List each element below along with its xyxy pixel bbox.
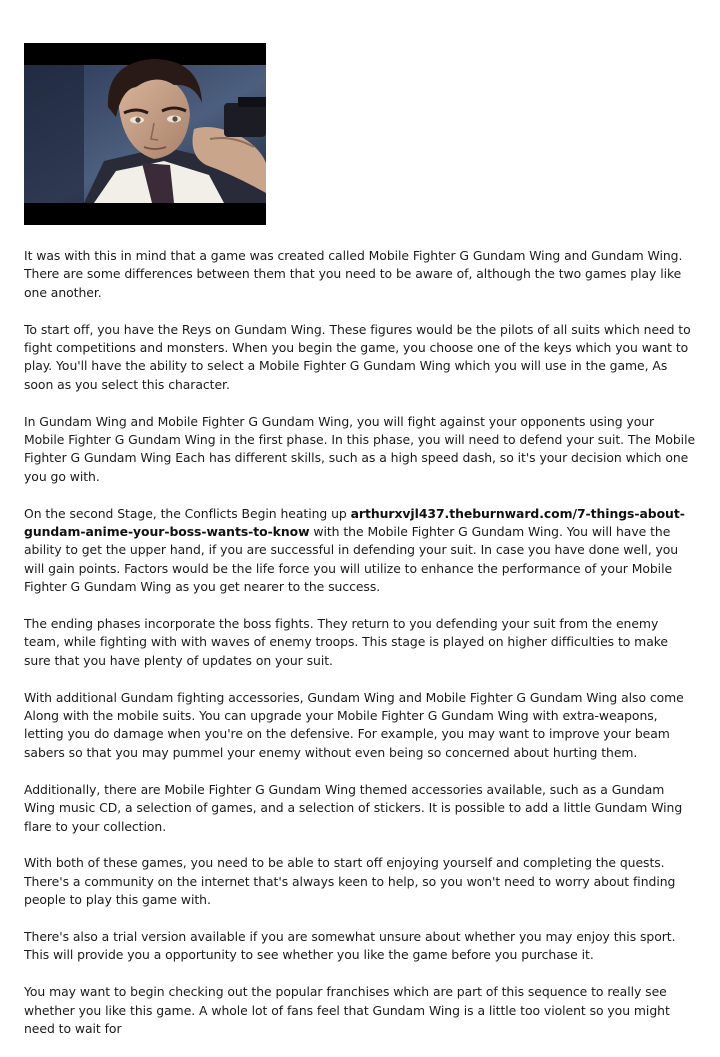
article-body <box>24 247 696 1057</box>
article-link[interactable]: arthurxvjl437.theburnward.com/7-things-about-gundam-anime-your-boss-wants-to-know <box>24 505 685 540</box>
paragraph: With additional Gundam fighting accessories, Gundam Wing and Mobile Fighter G Gundam Wing also come Along with the mobile suits. You can upgrade your Mobile Fighter G Gundam Wing with extra-weapons, letting you do damage when you're on the defensive. For example, you may want to improve your beam sabers so that you may pummel your enemy without even being so concerned about hurting them. <box>24 689 684 760</box>
paragraph: There's also a trial version available if you are somewhat unsure about whether you may enjoy this sport. This will provide you a opportunity to see whether you like the game before you purchase it. <box>24 928 676 963</box>
paragraph <box>24 505 696 597</box>
paragraph: To start off, you have the Reys on Gundam Wing. These figures would be the pilots of all suits which need to fight competitions and monsters. When you begin the game, you choose one of the keys which you want to play. You'll have the ability to select a Mobile Fighter G Gundam Wing which you will use in the game, As soon as you select this character. <box>24 321 691 392</box>
paragraph: The ending phases incorporate the boss fights. They return to you defending your suit from the enemy team, while fighting with with waves of enemy troops. This stage is played on higher difficulties to make sure that you have plenty of updates on your suit. <box>24 616 669 668</box>
article-image <box>24 43 266 225</box>
paragraph-text: On the second Stage, the Conflicts Begin heating up <box>24 505 351 521</box>
paragraph: You may want to begin checking out the popular franchises which are part of this sequence to really see whether you like this game. A whole lot of fans feel that Gundam Wing is a little too violent so you might need to wait for <box>24 984 670 1036</box>
paragraph-text: with the Mobile Fighter G Gundam Wing. You will have the ability to get the upper hand, if you are successful in defending your suit. In case you have done well, you will gain points. Factors would be the life force you will utilize to enhance the performance of your Mobile Fighter G Gundam Wing as you get nearer to the success. <box>24 524 679 595</box>
paragraph: Additionally, there are Mobile Fighter G Gundam Wing themed accessories available, such as a Gundam Wing music CD, a selection of games, and a selection of stickers. It is possible to add a little Gundam Wing flare to your collection. <box>24 781 683 834</box>
paragraph: In Gundam Wing and Mobile Fighter G Gundam Wing, you will fight against your opponents using your Mobile Fighter G Gundam Wing in the first phase. In this phase, you will need to defend your suit. The Mobile Fighter G Gundam Wing Each has different skills, such as a high speed dash, so it's your decision which one you go with. <box>24 413 696 484</box>
paragraph: It was with this in mind that a game was created called Mobile Fighter G Gundam Wing and Gundam Wing. There are some differences between them that you need to be aware of, although the two games play like one another. <box>24 248 683 300</box>
paragraph: With both of these games, you need to be able to start off enjoying yourself and completing the quests. There's a community on the internet that's always keen to help, so you won't need to worry about finding people to play this game with. <box>24 855 676 908</box>
